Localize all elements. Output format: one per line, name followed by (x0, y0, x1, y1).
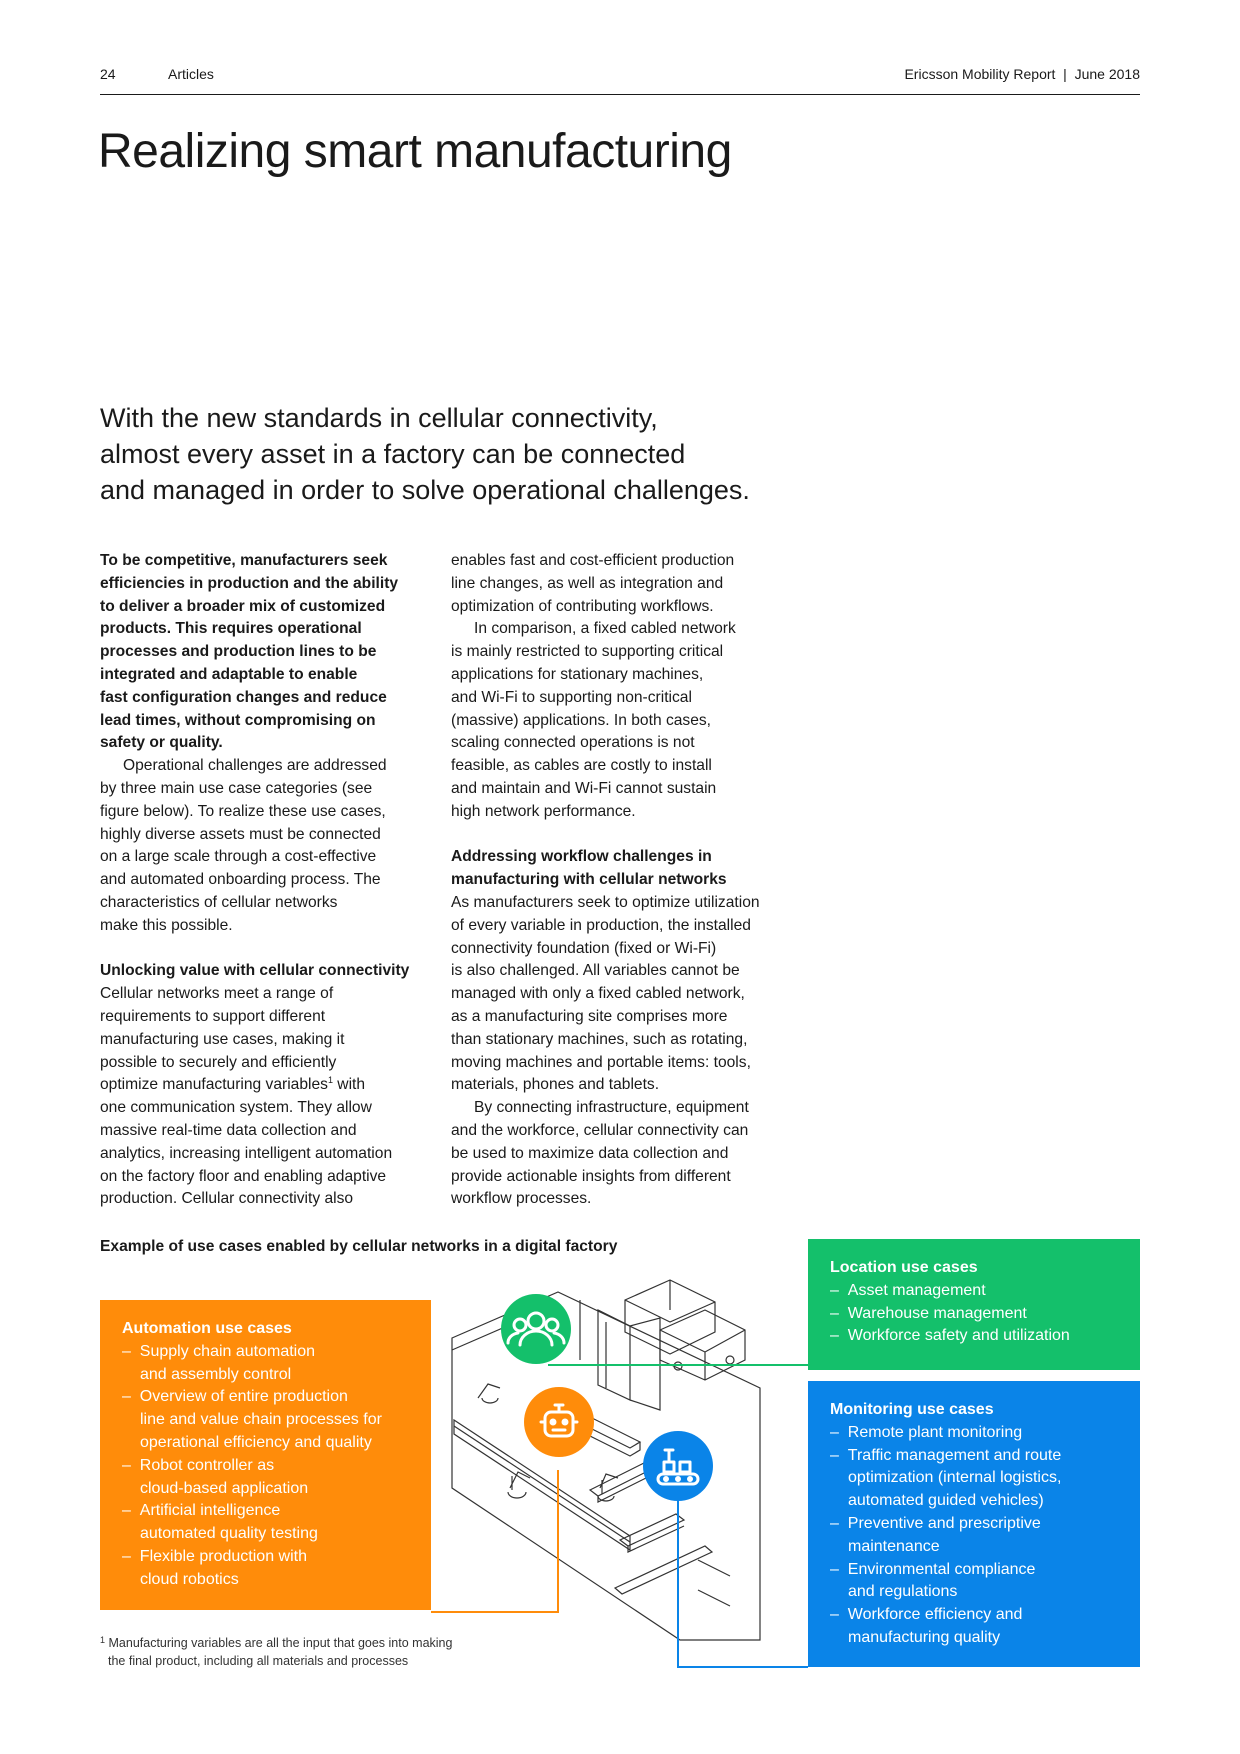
text-line: and the workforce, cellular connectivity can (451, 1121, 749, 1139)
text-line: than stationary machines, such as rotating, (451, 1030, 748, 1048)
text-line: optimization of contributing workflows. (451, 597, 714, 615)
list-line: line and value chain processes for (140, 1411, 382, 1429)
list-line: operational efficiency and quality (140, 1433, 372, 1451)
text-line: on the factory floor and enabling adaptive (100, 1167, 387, 1185)
text-line: In comparison, a fixed cabled network (474, 620, 736, 638)
list-line: – Supply chain automation (122, 1342, 316, 1360)
people-icon (500, 1293, 572, 1365)
text-line: enables fast and cost-efficient production (451, 552, 735, 569)
text-line: manufacturing with cellular networks (451, 871, 727, 889)
list-item (830, 1513, 1061, 1559)
text-line: be used to maximize data collection and (451, 1144, 729, 1162)
list-line: and assembly control (140, 1365, 292, 1383)
list-line: – Preventive and prescriptive (830, 1514, 1041, 1532)
list-line: – Artificial intelligence (122, 1502, 281, 1520)
footnote-line: the final product, including all materials and processes (108, 1654, 409, 1668)
text-line: highly diverse assets must be connected (100, 825, 381, 843)
text-line: safety or quality. (100, 734, 223, 752)
section-heading: Unlocking value with cellular connectivity (100, 962, 410, 980)
automation-connector (431, 1470, 558, 1612)
text-line: connectivity foundation (fixed or Wi-Fi) (451, 939, 717, 957)
list-line: manufacturing quality (848, 1628, 1001, 1646)
text-span: with (332, 1076, 366, 1094)
text-line: requirements to support different (100, 1007, 326, 1025)
footnote-mark: 1 (100, 1635, 106, 1645)
figure-title: Example of use cases enabled by cellular networks in a digital factory (100, 1238, 618, 1255)
list-item: – Workforce safety and utilization (830, 1327, 1070, 1345)
list-line: – Traffic management and route (830, 1446, 1062, 1464)
list-line: – Workforce efficiency and (830, 1606, 1023, 1624)
list-line: and regulations (848, 1583, 958, 1601)
conveyor-icon (642, 1430, 714, 1502)
text-line: fast configuration changes and reduce (100, 688, 387, 706)
text-line: scaling connected operations is not (451, 734, 695, 752)
text-line: to deliver a broader mix of customized (100, 597, 386, 615)
monitoring-use-cases-box (808, 1381, 1140, 1667)
text-line: feasible, as cables are costly to install (451, 757, 712, 775)
text-line: integrated and adaptable to enable (100, 665, 358, 683)
list-item: – Asset management (830, 1281, 986, 1299)
list-item (122, 1546, 382, 1592)
text-line: To be competitive, manufacturers seek (100, 552, 388, 569)
automation-use-cases-box (100, 1300, 431, 1610)
list-item (830, 1604, 1061, 1650)
text-line: moving machines and portable items: tools, (451, 1053, 751, 1071)
box-title: Location use cases (830, 1259, 978, 1276)
text-span: optimize manufacturing variables (100, 1076, 328, 1094)
list-item (122, 1455, 382, 1501)
list-line: automated guided vehicles) (848, 1492, 1044, 1510)
text-line: as a manufacturing site comprises more (451, 1007, 728, 1025)
text-line: characteristics of cellular networks (100, 893, 338, 911)
text-line: Operational challenges are addressed (123, 757, 387, 775)
monitoring-connector (678, 1500, 808, 1667)
list-item (830, 1445, 1061, 1513)
list-item (122, 1500, 382, 1546)
text-line: (massive) applications. In both cases, (451, 711, 712, 729)
text-line: As manufacturers seek to optimize utilization (451, 893, 760, 911)
text-line: make this possible. (100, 916, 233, 934)
lead-line: With the new standards in cellular connectivity, (100, 403, 658, 433)
section-label: Articles (168, 66, 214, 82)
text-line: analytics, increasing intelligent automation (100, 1144, 393, 1162)
list-line: – Environmental compliance (830, 1560, 1036, 1578)
text-line: managed with only a fixed cabled network, (451, 985, 745, 1003)
list-line: – Overview of entire production (122, 1388, 348, 1406)
text-line: by three main use case categories (see (100, 779, 373, 797)
page-title: Realizing smart manufacturing (98, 125, 732, 178)
list-item (122, 1386, 382, 1454)
text-line: line changes, as well as integration and (451, 574, 724, 592)
text-line: materials, phones and tablets. (451, 1076, 660, 1094)
lead-line: and managed in order to solve operational challenges. (100, 475, 750, 505)
lead-line: almost every asset in a factory can be connected (100, 439, 686, 469)
text-line: and maintain and Wi-Fi cannot sustain (451, 779, 717, 797)
list-line: maintenance (848, 1537, 940, 1555)
text-line: efficiencies in production and the ability (100, 574, 399, 592)
footnote-line: $^1$ Manufacturing variables are all the input that goes into making (100, 1635, 453, 1650)
text-line: and automated onboarding process. The (100, 871, 381, 889)
list-line: cloud robotics (140, 1570, 239, 1588)
text-line: possible to securely and efficiently (100, 1053, 337, 1071)
text-line: and Wi-Fi to supporting non-critical (451, 688, 692, 706)
text-line: is mainly restricted to supporting critical (451, 643, 724, 661)
page-number: 24 (100, 66, 116, 82)
publication-label: Ericsson Mobility Report | June 2018 (904, 66, 1140, 82)
list-line: automated quality testing (140, 1525, 318, 1543)
text-line: is also challenged. All variables cannot be (451, 962, 740, 980)
text-line: products. This requires operational (100, 620, 362, 638)
text-line: manufacturing use cases, making it (100, 1030, 345, 1048)
text-line: Cellular networks meet a range of (100, 985, 334, 1003)
text-line: production. Cellular connectivity also (100, 1190, 354, 1208)
list-item (830, 1559, 1061, 1605)
text-line: By connecting infrastructure, equipment (474, 1099, 749, 1117)
box-title: Automation use cases (122, 1320, 292, 1337)
text-line: Addressing workflow challenges in (451, 848, 712, 866)
location-use-cases-box (808, 1239, 1140, 1370)
list-item: – Remote plant monitoring (830, 1423, 1023, 1441)
list-item (122, 1341, 382, 1387)
box-title: Monitoring use cases (830, 1401, 994, 1418)
text-line: applications for stationary machines, (451, 665, 704, 683)
list-line: cloud-based application (140, 1479, 309, 1497)
text-line: one communication system. They allow (100, 1099, 372, 1117)
text-line: provide actionable insights from different (451, 1167, 731, 1185)
list-item: – Warehouse management (830, 1304, 1027, 1322)
list-line: – Flexible production with (122, 1547, 307, 1565)
text-line: of every variable in production, the installed (451, 916, 751, 934)
text-line: on a large scale through a cost-effective (100, 848, 377, 866)
text-line: high network performance. (451, 802, 636, 820)
text-line: processes and production lines to be (100, 643, 377, 661)
text-line: lead times, without compromising on (100, 711, 376, 729)
footnote-ref[interactable]: 1 (327, 1075, 333, 1086)
footnote (100, 1634, 452, 1670)
text-line: massive real-time data collection and (100, 1121, 357, 1139)
robot-icon (523, 1386, 595, 1458)
text-line: workflow processes. (451, 1190, 592, 1208)
text-line: figure below). To realize these use cases, (100, 802, 386, 820)
list-line: optimization (internal logistics, (848, 1469, 1062, 1487)
list-line: – Robot controller as (122, 1456, 275, 1474)
